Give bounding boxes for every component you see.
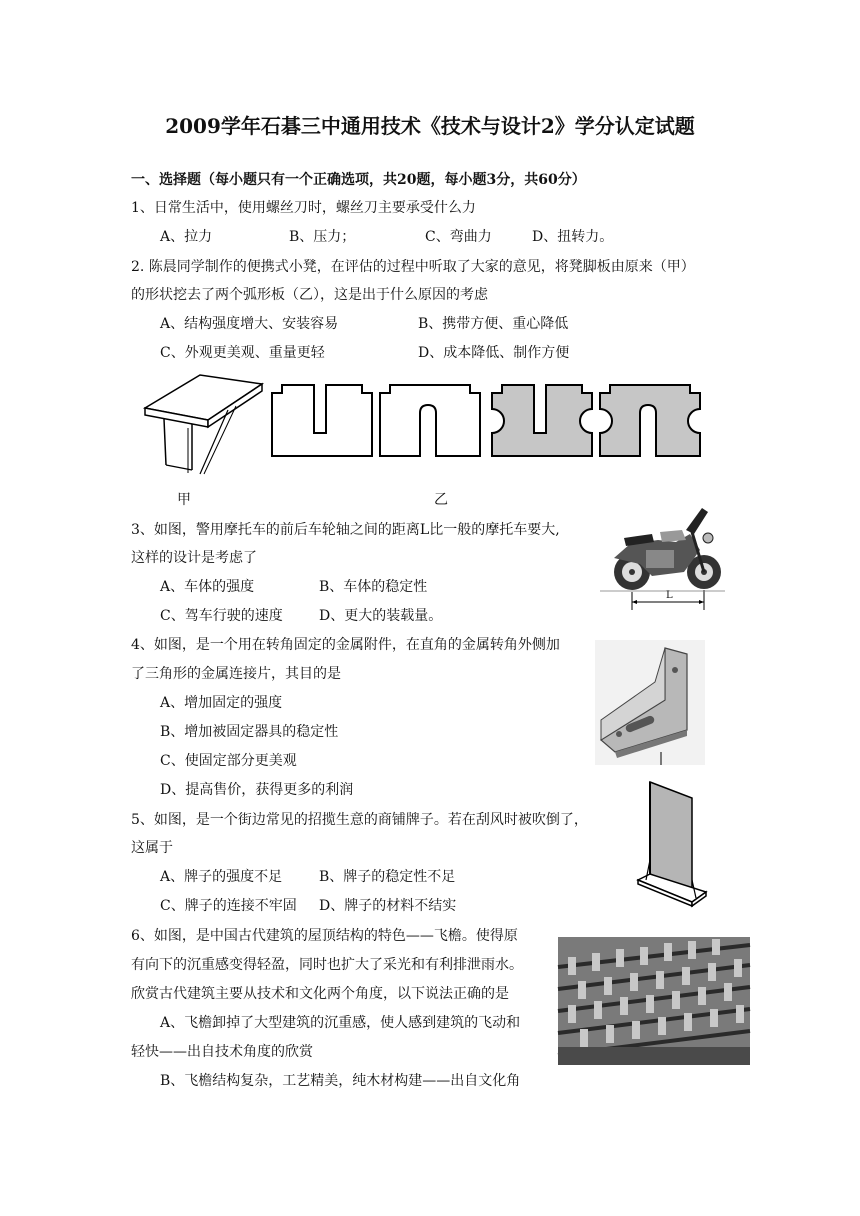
q5-option-a: A、牌子的强度不足 — [160, 869, 283, 885]
q1-stem: 1、日常生活中，使用螺丝刀时，螺丝刀主要承受什么力 — [131, 200, 476, 216]
q6-stem-line2: 有向下的沉重感变得轻盈，同时也扩大了采光和有利排泄雨水。 — [131, 957, 523, 973]
q4-option-d: D、提高售价，获得更多的利润 — [160, 782, 354, 798]
q5-option-b: B、牌子的稳定性不足 — [319, 869, 456, 885]
board-shape-4 — [598, 383, 703, 458]
q3-stem-line1: 3、如图，警用摩托车的前后车轮轴之间的距离L比一般的摩托车要大, — [131, 522, 560, 538]
q3-option-c: C、驾车行驶的速度 — [160, 608, 283, 624]
q6-option-b-line1: B、飞檐结构复杂，工艺精美，纯木材构建——出自文化角 — [160, 1073, 521, 1089]
q3-option-d: D、更大的装载量。 — [319, 608, 443, 624]
figure-label-jia: 甲 — [177, 492, 191, 508]
motorcycle-length-label: L — [666, 590, 673, 601]
q1-option-c: C、弯曲力 — [425, 229, 492, 245]
q2-option-a: A、结构强度增大、安装容易 — [160, 316, 339, 332]
q1-option-d: D、扭转力。 — [532, 229, 614, 245]
q5-option-d: D、牌子的材料不结实 — [319, 898, 457, 914]
q4-option-a: A、增加固定的强度 — [160, 695, 283, 711]
q5-stem-line1: 5、如图，是一个街边常见的招揽生意的商铺牌子。若在刮风时被吹倒了， — [131, 812, 588, 828]
q3-option-b: B、车体的稳定性 — [319, 579, 428, 595]
corner-bracket-figure — [595, 640, 705, 765]
q2-stem-line2: 的形状挖去了两个弧形板（乙），这是出于什么原因的考虑 — [131, 287, 488, 303]
section-heading: 一、选择题（每小题只有一个正确选项，共20题，每小题3分，共60分） — [131, 172, 586, 188]
q6-option-a-line1: A、飞檐卸掉了大型建筑的沉重感，使人感到建筑的飞动和 — [160, 1015, 521, 1031]
q4-stem-line2: 了三角形的金属连接片，其目的是 — [131, 666, 341, 682]
board-shape-3 — [490, 383, 595, 458]
q6-option-a-line2: 轻快——出自技术角度的欣赏 — [131, 1044, 313, 1060]
stool-figure — [140, 370, 265, 475]
q2-option-d: D、成本降低、制作方便 — [418, 345, 570, 361]
q3-stem-line2: 这样的设计是考虑了 — [131, 550, 257, 566]
q5-option-c: C、牌子的连接不牢固 — [160, 898, 297, 914]
sign-board-figure — [636, 780, 711, 908]
exam-title: 2009学年石碁三中通用技术《技术与设计2》学分认定试题 — [165, 114, 695, 138]
q4-stem-line1: 4、如图，是一个用在转角固定的金属附件，在直角的金属转角外侧加 — [131, 637, 560, 653]
q5-stem-line2: 这属于 — [131, 840, 173, 856]
q6-stem-line3: 欣赏古代建筑主要从技术和文化两个角度，以下说法正确的是 — [131, 986, 509, 1002]
q2-option-b: B、携带方便、重心降低 — [418, 316, 569, 332]
board-shape-1 — [270, 383, 375, 458]
q6-stem-line1: 6、如图，是中国古代建筑的屋顶结构的特色——飞檐。使得原 — [131, 928, 518, 944]
board-shape-2 — [378, 383, 483, 458]
q2-option-c: C、外观更美观、重量更轻 — [160, 345, 325, 361]
motorcycle-figure — [600, 490, 725, 620]
flying-eaves-photo — [558, 937, 750, 1065]
q3-option-a: A、车体的强度 — [160, 579, 255, 595]
q1-option-b: B、压力； — [289, 229, 356, 245]
q4-option-b: B、增加被固定器具的稳定性 — [160, 724, 339, 740]
figure-label-yi: 乙 — [434, 492, 448, 508]
q1-option-a: A、拉力 — [160, 229, 213, 245]
q4-option-c: C、使固定部分更美观 — [160, 753, 297, 769]
q2-stem-line1: 2. 陈晨同学制作的便携式小凳，在评估的过程中听取了大家的意见，将凳脚板由原来（甲） — [131, 259, 695, 275]
